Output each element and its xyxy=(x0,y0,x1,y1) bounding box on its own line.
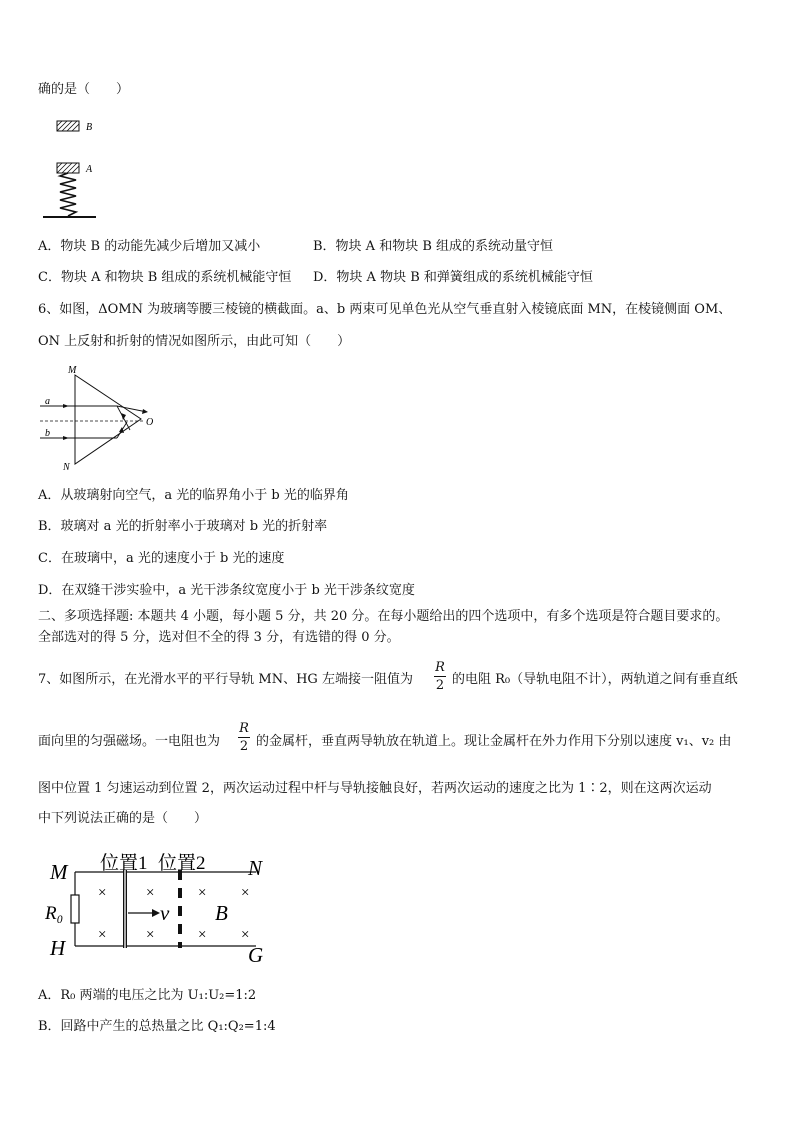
rail-n-label: N xyxy=(248,856,263,880)
cross-mark: × xyxy=(98,885,107,901)
rails-figure xyxy=(40,845,280,970)
q7-stem-line3: 图中位置 1 匀速运动到位置 2，两次运动过程中杆与导轨接触良好，若两次运动的速度之比为 1∶2，则在这两次运动 xyxy=(38,781,712,796)
rail-m-label: M xyxy=(50,860,68,884)
vertex-m-label: M xyxy=(68,365,77,376)
fraction-r-over-2 xyxy=(434,660,446,693)
cross-mark: × xyxy=(241,885,250,901)
q7-stem-line2b: 的金属杆，垂直两导轨放在轨道上。现让金属杆在外力作用下分别以速度 v₁、v₂ 由 xyxy=(256,734,732,749)
fraction-denominator: 2 xyxy=(435,678,445,693)
q6-option-b: B．玻璃对 a 光的折射率小于玻璃对 b 光的折射率 xyxy=(38,519,328,534)
fraction-numerator: R xyxy=(239,721,249,736)
question-stem-tail: 确的是（ ） xyxy=(38,82,130,97)
q6-stem-line1: 6、如图，ΔOMN 为玻璃等腰三棱镜的横截面。a、b 两束可见单色光从空气垂直射入棱镜底面 MN，在棱镜侧面 OM、 xyxy=(38,302,732,317)
cross-mark: × xyxy=(146,885,155,901)
q7-stem-line4: 中下列说法正确的是（ ） xyxy=(38,811,208,826)
resistor-r0-label: R₀ xyxy=(45,903,64,924)
cross-mark: × xyxy=(146,927,155,943)
q6-option-a: A．从玻璃射向空气，a 光的临界角小于 b 光的临界角 xyxy=(38,488,349,503)
section-heading-line1: 二、多项选择题: 本题共 4 小题，每小题 5 分，共 20 分。在每小题给出的四个选项中，有多个选项是符合题目要求的。 xyxy=(38,609,729,624)
cross-mark: × xyxy=(241,927,250,943)
spring-block-figure xyxy=(40,112,110,222)
cross-mark: × xyxy=(198,927,207,943)
block-b-label: B xyxy=(86,122,93,133)
option-a: A．物块 B 的动能先减少后增加又减小 xyxy=(38,239,261,254)
q6-option-c: C．在玻璃中，a 光的速度小于 b 光的速度 xyxy=(38,551,285,566)
q7-option-b: B．回路中产生的总热量之比 Q₁:Q₂=1:4 xyxy=(38,1019,276,1034)
position-2-label: 位置2 xyxy=(158,853,206,874)
prism-figure xyxy=(35,362,165,474)
vertex-o-label: O xyxy=(146,417,154,428)
section-heading-line2: 全部选对的得 5 分，选对但不全的得 3 分，有选错的得 0 分。 xyxy=(38,630,400,645)
option-d: D．物块 A 物块 B 和弹簧组成的系统机械能守恒 xyxy=(313,270,593,285)
q7-stem-line2a: 面向里的匀强磁场。一电阻也为 xyxy=(38,734,221,749)
spring xyxy=(60,173,76,216)
fraction-r-over-2-second xyxy=(238,721,250,754)
rail-g-label: G xyxy=(248,943,264,967)
velocity-v-label: v xyxy=(160,901,170,925)
field-b-label: B xyxy=(215,901,228,925)
ray-a-label: a xyxy=(45,396,50,407)
block-a-label: A xyxy=(86,164,93,175)
q7-stem-line1b: 的电阻 R₀（导轨电阻不计），两轨道之间有垂直纸 xyxy=(452,672,738,687)
q7-option-a: A．R₀ 两端的电压之比为 U₁:U₂=1:2 xyxy=(38,988,257,1003)
q6-stem-line2: ON 上反射和折射的情况如图所示，由此可知（ ） xyxy=(38,334,351,349)
cross-mark: × xyxy=(98,927,107,943)
fraction-numerator: R xyxy=(435,660,445,675)
option-b: B．物块 A 和物块 B 组成的系统动量守恒 xyxy=(313,239,554,254)
ray-b-label: b xyxy=(45,428,50,439)
rail-h-label: H xyxy=(50,936,66,960)
q6-option-d: D．在双缝干涉实验中，a 光干涉条纹宽度小于 b 光干涉条纹宽度 xyxy=(38,583,415,598)
cross-mark: × xyxy=(198,885,207,901)
fraction-denominator: 2 xyxy=(239,739,249,754)
vertex-n-label: N xyxy=(63,462,70,473)
q7-stem-line1a: 7、如图所示，在光滑水平的平行导轨 MN、HG 左端接一阻值为 xyxy=(38,672,413,687)
option-c: C．物块 A 和物块 B 组成的系统机械能守恒 xyxy=(38,270,292,285)
position-1-label: 位置1 xyxy=(100,853,148,874)
